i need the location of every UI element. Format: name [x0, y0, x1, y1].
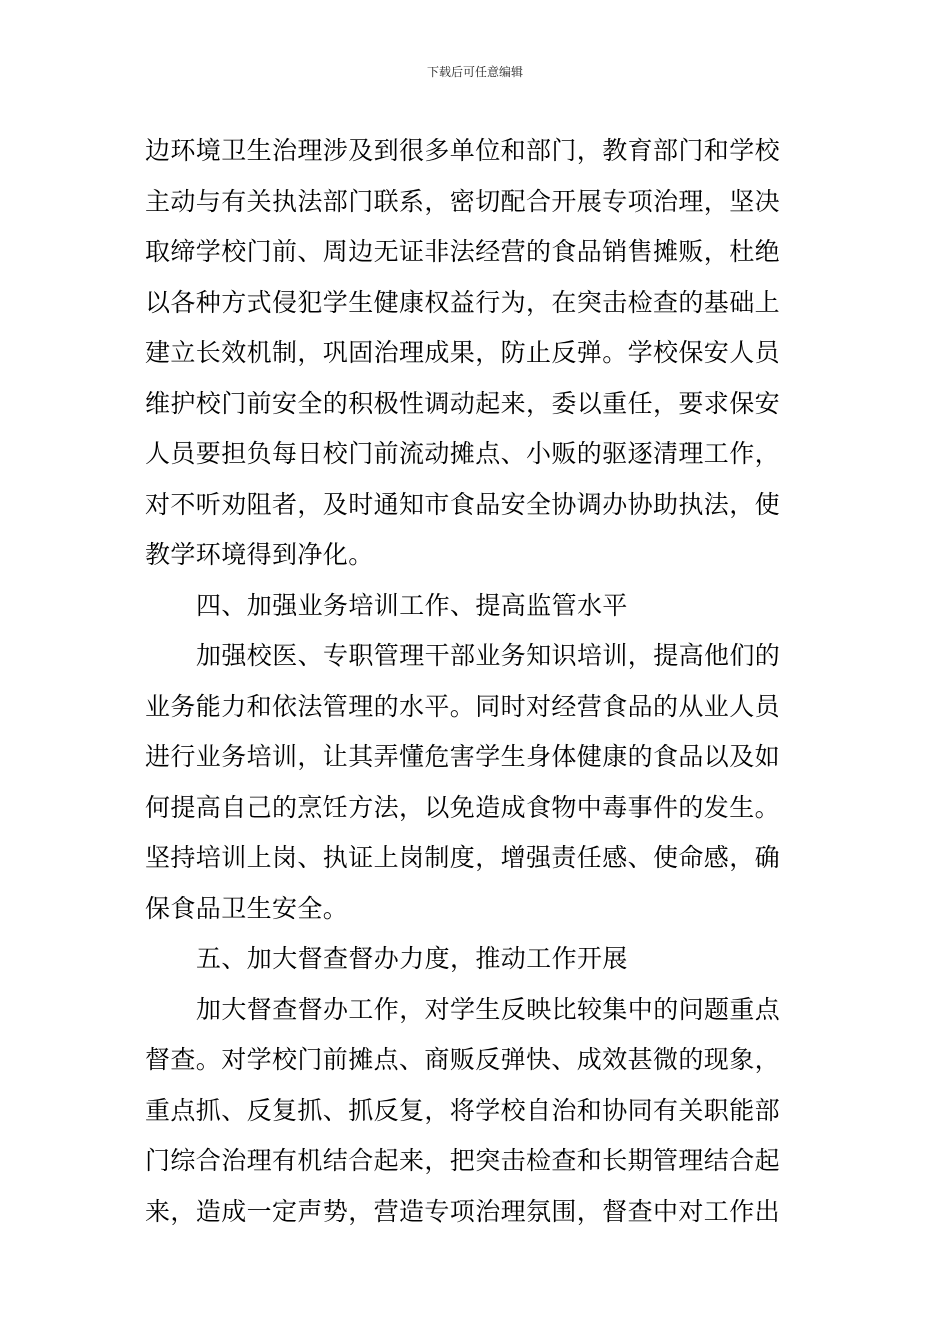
- text-line: 取缔学校门前、周边无证非法经营的食品销售摊贩，杜绝: [145, 237, 781, 266]
- text-line: 保食品卫生安全。: [145, 893, 349, 923]
- paragraph-first-line: 加强校医、专职管理干部业务知识培训，提高他们的: [196, 641, 781, 670]
- text-line: 何提高自己的烹饪方法，以免造成食物中毒事件的发生。: [145, 792, 781, 822]
- text-line: 来，造成一定声势，营造专项治理氛围，督查中对工作出: [145, 1196, 781, 1226]
- text-line: 边环境卫生治理涉及到很多单位和部门，教育部门和学校: [145, 136, 781, 165]
- text-line: 进行业务培训，让其弄懂危害学生身体健康的食品以及如: [145, 742, 781, 771]
- text-line: 门综合治理有机结合起来，把突击检查和长期管理结合起: [145, 1146, 781, 1175]
- text-line: 建立长效机制，巩固治理成果，防止反弹。学校保安人员: [145, 338, 781, 367]
- text-line: 坚持培训上岗、执证上岗制度，增强责任感、使命感，确: [145, 843, 781, 872]
- page-header: 下载后可任意编辑: [426, 65, 523, 79]
- paragraph-first-line: 加大督查督办工作，对学生反映比较集中的问题重点: [196, 994, 781, 1024]
- text-line: 维护校门前安全的积极性调动起来，委以重任，要求保安: [145, 388, 781, 418]
- text-line: 人员要担负每日校门前流动摊点、小贩的驱逐清理工作，: [145, 439, 781, 468]
- text-line: 主动与有关执法部门联系，密切配合开展专项治理，坚决: [145, 186, 781, 216]
- text-line: 教学环境得到净化。: [145, 540, 374, 569]
- section-heading: 五、加大督查督办力度，推动工作开展: [196, 944, 628, 973]
- text-line: 督查。对学校门前摊点、商贩反弹快、成效甚微的现象，: [145, 1045, 781, 1074]
- text-line: 以各种方式侵犯学生健康权益行为，在突击检查的基础上: [145, 287, 781, 317]
- section-heading: 四、加强业务培训工作、提高监管水平: [196, 590, 628, 620]
- text-line: 对不听劝阻者，及时通知市食品安全协调办协助执法，使: [145, 489, 781, 519]
- document-body: [145, 126, 805, 1237]
- text-line: 业务能力和依法管理的水平。同时对经营食品的从业人员: [145, 691, 781, 721]
- text-line: 重点抓、反复抓、抓反复，将学校自治和协同有关职能部: [145, 1095, 781, 1125]
